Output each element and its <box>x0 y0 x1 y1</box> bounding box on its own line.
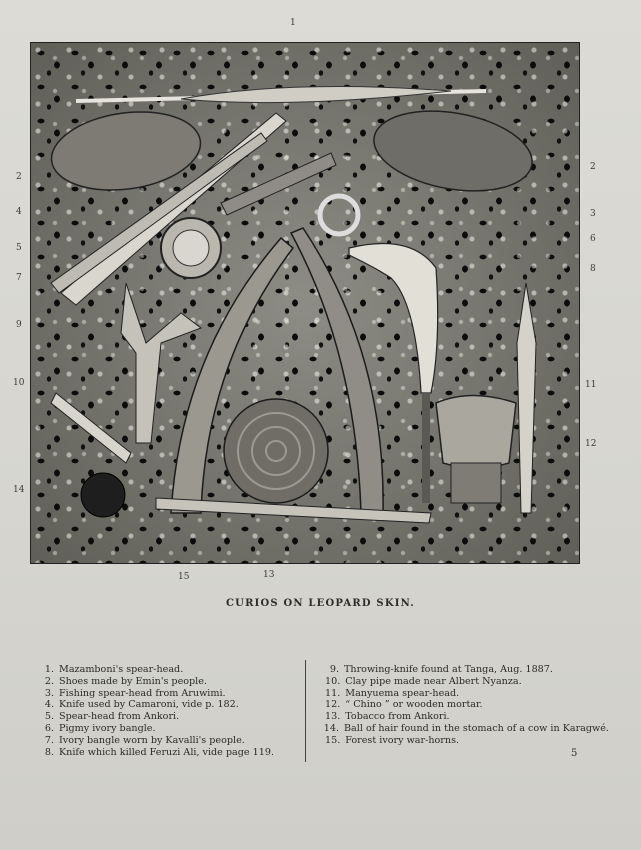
page-number: 5 <box>571 748 578 759</box>
plate-caption: CURIOS ON LEOPARD SKIN. <box>226 598 415 609</box>
plate-label-left: 10 <box>13 378 25 388</box>
legend-item: 14. Ball of hair found in the stomach of a cow in Karagwé. <box>323 722 609 734</box>
plate-label-left: 9 <box>16 320 22 330</box>
plate-label-right: 3 <box>590 209 596 219</box>
legend-item: 6. Pigmy ivory bangle. <box>44 722 156 734</box>
legend-item: 10. Clay pipe made near Albert Nyanza. <box>325 675 522 687</box>
plate-label-left: 14 <box>13 485 25 495</box>
curios-illustration <box>31 43 579 563</box>
legend-item: 9. Throwing-knife found at Tanga, Aug. 1887. <box>329 664 553 675</box>
legend-left-column <box>40 664 305 758</box>
legend-item: 4. Knife used by Camaroni, vide p. 182. <box>44 699 239 711</box>
legend-divider <box>305 660 306 762</box>
stick-illustration <box>156 498 431 523</box>
plate-label-right: 11 <box>585 380 597 390</box>
spear-head-illustration <box>76 87 486 103</box>
plate-label-bottom: 15 <box>178 572 190 582</box>
plate-label-right: 6 <box>590 234 596 244</box>
legend-right-column <box>325 664 615 747</box>
plate-label-left: 4 <box>16 207 22 217</box>
legend-item: 12. “ Chino ” or wooden mortar. <box>325 699 483 711</box>
plate-label-right: 2 <box>590 162 596 172</box>
shoe-illustration <box>46 103 205 199</box>
legend-item: 3. Fishing spear-head from Aruwimi. <box>44 687 226 699</box>
engraving-plate <box>30 42 580 564</box>
plate-label-top: 1 <box>290 18 296 28</box>
legend-item: 1. Mazamboni's spear-head. <box>44 664 184 675</box>
plate-label-left: 7 <box>16 273 22 283</box>
clay-pipe-illustration <box>51 393 131 463</box>
legend-item: 5. Spear-head from Ankori. <box>44 711 180 723</box>
legend-item: 11. Manyuema spear-head. <box>325 687 460 699</box>
plate-label-bottom: 13 <box>263 570 275 580</box>
hair-ball-illustration <box>81 473 125 517</box>
legend-item: 8. Knife which killed Feruzi Ali, vide page 119. <box>44 746 274 758</box>
legend-item: 15. Forest ivory war-horns. <box>325 734 460 746</box>
legend-item: 2. Shoes made by Emin's people. <box>44 675 207 687</box>
plate-label-right: 8 <box>590 264 596 274</box>
tobacco-coil-illustration <box>224 399 328 503</box>
plate-label-left: 5 <box>16 243 22 253</box>
plate-label-right: 12 <box>585 439 597 449</box>
shoe-illustration <box>368 100 539 203</box>
plate-label-left: 2 <box>16 172 22 182</box>
wooden-mortar-illustration <box>436 396 516 469</box>
legend-item: 13. Tobacco from Ankori. <box>325 711 450 723</box>
manyuema-spear-illustration <box>517 283 536 513</box>
legend-item: 7. Ivory bangle worn by Kavalli's people. <box>44 734 245 746</box>
pigmy-bangle-illustration <box>320 196 358 234</box>
